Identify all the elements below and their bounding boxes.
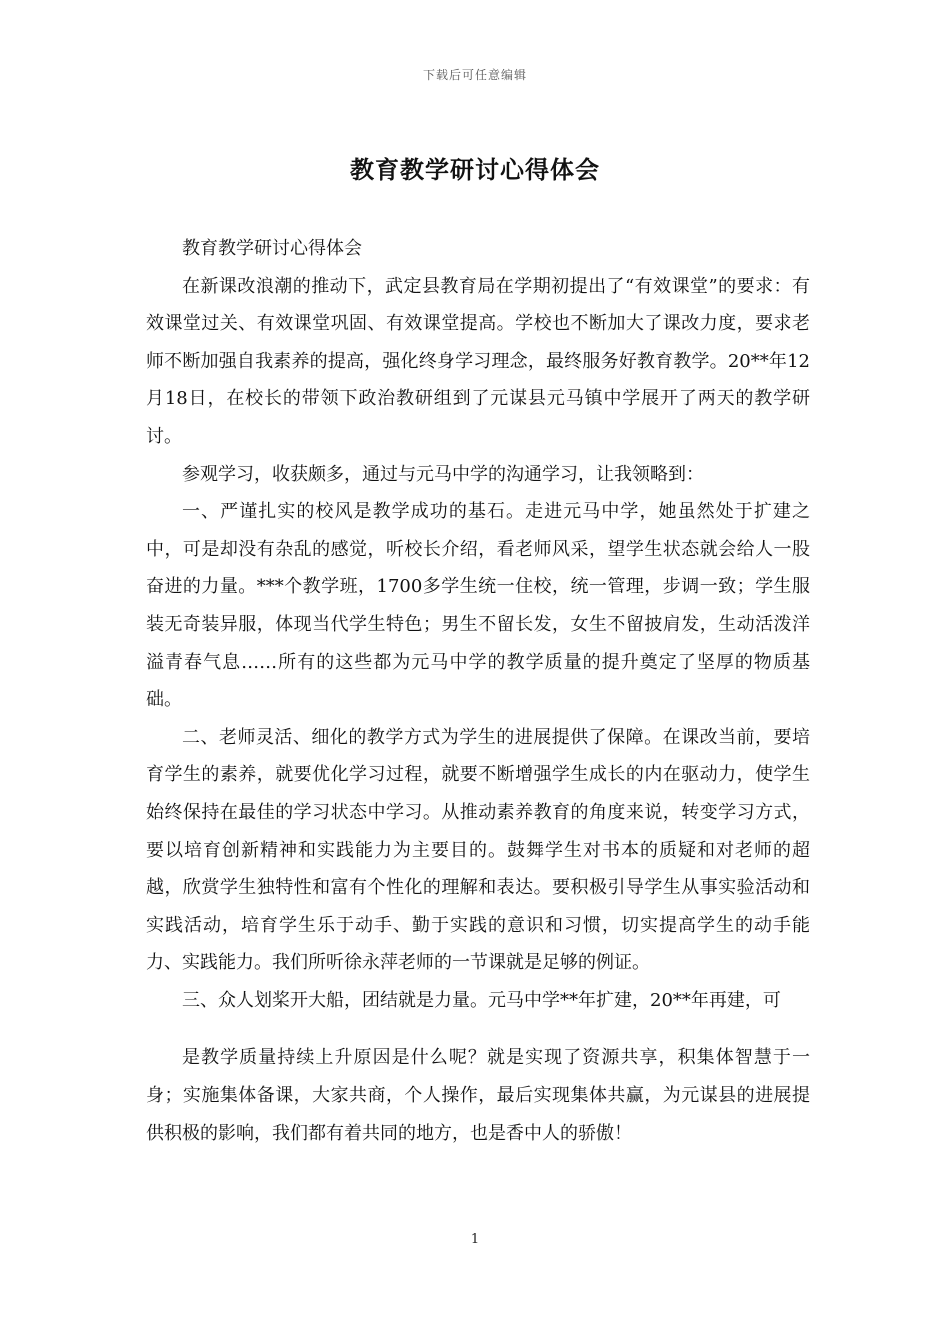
paragraph-point-two: 二、老师灵活、细化的教学方式为学生的进展提供了保障。在课改当前，要培育学生的素养，就要优化学习过程，就要不断增强学生成长的内在驱动力，使学生始终保持在最佳的学习状态中学习。从推动素养教育的角度来说，转变学习方式，要以培育创新精神和实践能力为主要目的。鼓舞学生对书本的质疑和对老师的超越，欣赏学生独特性和富有个性化的理解和表达。要积极引导学生从事实验活动和实践活动，培育学生乐于动手、勤于实践的意识和习惯，切实提高学生的动手能力、实践能力。我们所听徐永萍老师的一节课就是足够的例证。	[146, 726, 810, 974]
paragraph-point-three: 三、众人划桨开大船，团结就是力量。元马中学**年扩建，20**年再建，可	[182, 989, 781, 1011]
header-note: 下载后可任意编辑	[422, 68, 527, 82]
document-body	[146, 230, 810, 1152]
page-number: 1	[470, 1232, 480, 1247]
paragraph-conclusion: 是教学质量持续上升原因是什么呢？就是实现了资源共享，积集体智慧于一身；实施集体备课，大家共商，个人操作，最后实现集体共赢，为元谋县的进展提供积极的影响，我们都有着共同的地方，也是香中人的骄傲！	[146, 1047, 810, 1144]
paragraph-point-one: 一、严谨扎实的校风是教学成功的基石。走进元马中学，她虽然处于扩建之中，可是却没有杂乱的感觉，听校长介绍，看老师风采，望学生状态就会给人一股奋进的力量。***个教学班，1700多学生统一住校，统一管理，步调一致；学生服装无奇装异服，体现当代学生特色；男生不留长发，女生不留披肩发，生动活泼洋溢青春气息……所有的这些都为元马中学的教学质量的提升奠定了坚厚的物质基础。	[146, 501, 810, 711]
paragraph-lead: 参观学习，收获颇多，通过与元马中学的沟通学习，让我领略到：	[182, 463, 704, 485]
document-title: 教育教学研讨心得体会	[350, 155, 600, 184]
paragraph-intro: 在新课改浪潮的推动下，武定县教育局在学期初提出了“有效课堂”的要求：有效课堂过关、有效课堂巩固、有效课堂提高。学校也不断加大了课改力度，要求老师不断加强自我素养的提高，强化终身学习理念，最终服务好教育教学。20**年12月18日，在校长的带领下政治教研组到了元谋县元马镇中学展开了两天的教学研讨。	[146, 275, 810, 447]
paragraph-subtitle: 教育教学研讨心得体会	[182, 238, 362, 259]
